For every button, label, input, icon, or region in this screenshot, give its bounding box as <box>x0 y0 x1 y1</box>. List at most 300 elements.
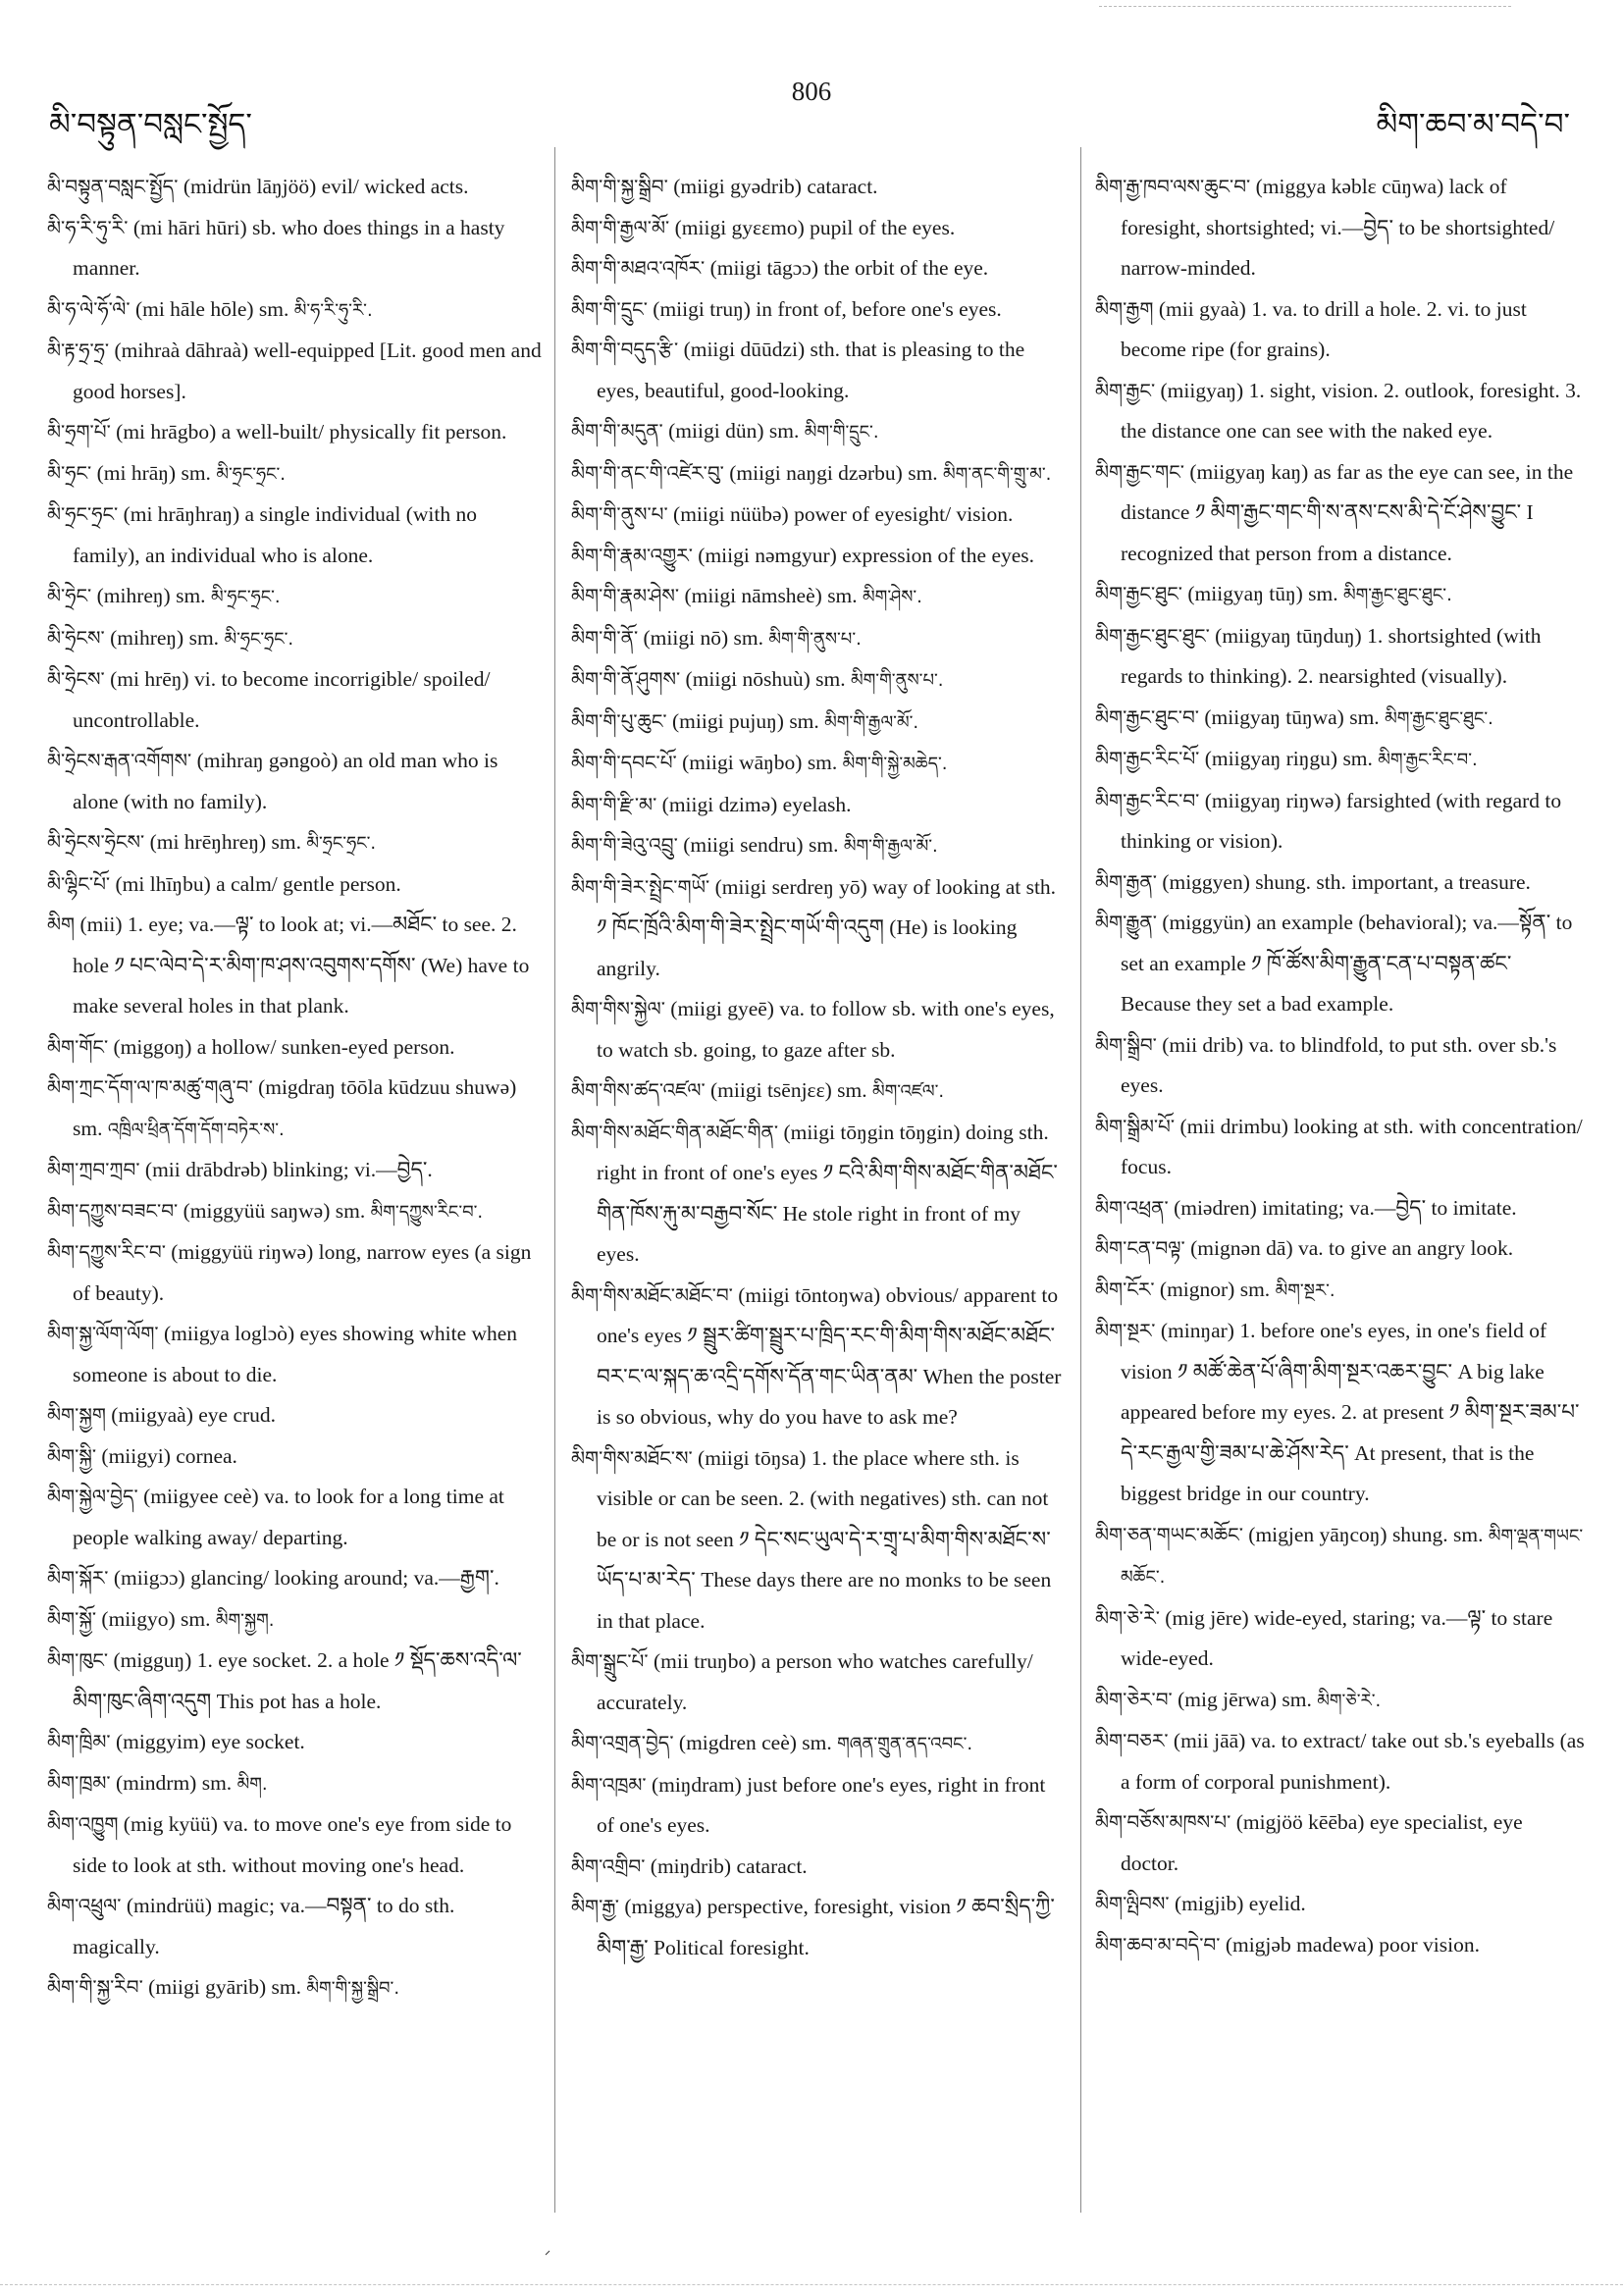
entry-pronunciation: (mi hāle hōle) <box>134 296 254 321</box>
entry-definition: in front of, before one's eyes. <box>756 296 1002 321</box>
entry-headword: མིག་གིས་ཚད་འཛལ་ <box>571 1078 706 1102</box>
entry-headword: མིག་གི་ནོ་ <box>571 625 639 650</box>
entry-headword: མིག་གི་སྐྱ་སྒྲིབ་ <box>571 175 668 198</box>
entry-definition: an example (behavioral); va.—སྟོན་ to set an example ༡ ཁོ་ཚོས་མིག་རྒྱུན་ངན་པ་བསྟན་ཚང་ Because they set a bad example. <box>1121 911 1573 1016</box>
dictionary-entry <box>47 864 543 906</box>
dictionary-entry <box>47 1191 543 1233</box>
page-number: 806 <box>791 77 832 106</box>
entry-definition: sm. <box>827 584 858 607</box>
entry-pronunciation: (miigi gyədrib) <box>673 175 802 198</box>
dictionary-entry <box>47 1763 543 1805</box>
entry-headword: མིག་རྒྱང་རིང་པོ་ <box>1095 747 1200 770</box>
entry-pronunciation: (miigyee ceè) <box>143 1485 259 1508</box>
entry-definition: sm. <box>1349 704 1380 729</box>
entry-definition: sm. <box>176 584 206 607</box>
entry-headword: མིག་གི་ཟེའུ་འབྲུ་ <box>571 833 678 857</box>
running-head-right: མིག་ཆབ་མ་བདེ་བ་ <box>1376 107 1570 142</box>
entry-definition: looking at sth. with concentration/ focus. <box>1121 1114 1583 1178</box>
entry-pronunciation: (mii drābdrəb) <box>144 1158 268 1181</box>
entry-pronunciation: (mindrm) <box>115 1770 197 1795</box>
entry-definition: va. to look for a long time at people walking away/ departing. <box>73 1485 504 1549</box>
entry-headword: མིག་གིས་མཐོང་གིན་མཐོང་གིན་ <box>571 1120 779 1144</box>
entry-definition: vi. to become incorrigible/ spoiled/ uncontrollable. <box>73 667 491 732</box>
entry-definition: poor vision. <box>1379 1932 1480 1957</box>
entry-cross-reference: མིག་ལྡན་གཡང་མཆོང་. <box>1121 1525 1584 1588</box>
entry-definition: eyes showing white when someone is about to die. <box>73 1322 518 1386</box>
entry-pronunciation: (miigyaŋ tūŋ) <box>1187 582 1303 605</box>
dictionary-entry <box>47 495 543 576</box>
dictionary-entry <box>571 1276 1062 1438</box>
entry-headword: མིག་བཅོས་མཁས་པ་ <box>1095 1810 1231 1834</box>
entry-headword: མིག་གིས་སྐྱེལ་ <box>571 997 665 1020</box>
entry-headword: མིག་རྒྱང་ཐུང་ཐུང་ <box>1095 623 1210 648</box>
entry-pronunciation: (migdraŋ tōōla kūdzuu shuwə) <box>258 1075 517 1099</box>
entry-pronunciation: (migjen yāŋcoŋ) <box>1248 1522 1387 1546</box>
entry-pronunciation: (mii drimbu) <box>1179 1114 1288 1138</box>
entry-headword: མིག་གི་རྒྱལ་མོ་ <box>571 215 670 239</box>
entry-definition: sth. that is pleasing to the eyes, beautiful, good-looking. <box>597 338 1025 402</box>
entry-pronunciation: (miggoŋ) <box>113 1034 192 1059</box>
entry-pronunciation: (mihreŋ) <box>96 584 171 607</box>
entry-headword: མིག་རྒྱང་ཐུང་བ་ <box>1095 704 1199 729</box>
entry-cross-reference: མིག་དཀྱུས་རིང་བ་. <box>370 1201 484 1223</box>
entry-headword: མིག་གི་དབང་པོ་ <box>571 751 677 774</box>
entry-headword: མི་བསྟུན་བསླང་སྤྱོད་ <box>47 175 179 198</box>
dictionary-entry <box>1095 903 1586 1025</box>
entry-headword: མིག་ཅེར་བ་ <box>1095 1687 1173 1711</box>
entry-pronunciation: (miggyen) <box>1162 869 1250 894</box>
dictionary-entry <box>1095 1228 1586 1270</box>
entry-headword: མིག་གི་རྣམ་འགྱུར་ <box>571 543 693 567</box>
dictionary-entry <box>1095 1311 1586 1515</box>
dictionary-column-2 <box>571 167 1062 1968</box>
dictionary-entry <box>571 1438 1062 1643</box>
entry-pronunciation: (mihraŋ gəngoò) <box>196 749 339 772</box>
entry-definition: wide-eyed, staring; va.—ལྟ་ to stare wide-eyed. <box>1121 1605 1553 1670</box>
entry-headword: མིག་གི་རྫི་མ་ <box>571 792 657 816</box>
entry-definition: va. to blindfold, to put sth. over sb.'s eyes. <box>1121 1032 1557 1097</box>
entry-definition: sm. <box>908 460 938 485</box>
entry-definition: sm. <box>181 460 211 485</box>
entry-definition: eyelash. <box>782 792 852 816</box>
dictionary-entry <box>571 536 1062 577</box>
entry-definition: 1. eye socket. 2. a hole ༡ སྡོད་ཆས་འདི་ལ་མིག་ཁུང་ཞིག་འདུག This pot has a hole. <box>73 1648 522 1713</box>
entry-pronunciation: (miigi wāŋbo) <box>682 751 803 774</box>
dictionary-entry <box>1095 452 1586 575</box>
entry-headword: མིག་གི་དྲུང་ <box>571 296 648 321</box>
dictionary-entry <box>571 208 1062 249</box>
entry-definition: an old man who is alone (with no family). <box>73 749 498 813</box>
dictionary-entry <box>571 330 1062 411</box>
dictionary-entry <box>47 1150 543 1191</box>
entry-headword: མིག་གི་བདུད་རྩི་ <box>571 338 679 361</box>
entry-headword: མི་ཧྲེངས་ <box>47 625 105 650</box>
dictionary-entry <box>571 785 1062 826</box>
entry-definition: sm. <box>1239 1277 1271 1301</box>
entry-pronunciation: (miigyaŋ kaŋ) <box>1189 459 1309 484</box>
entry-definition: pupil of the eyes. <box>810 215 956 239</box>
dictionary-entry <box>47 412 543 453</box>
entry-definition: 1. sight, vision. 2. outlook, foresight. 3. the distance one can see with the naked eye. <box>1121 378 1582 443</box>
entry-pronunciation: (miigi dūūdzi) <box>683 338 806 361</box>
dictionary-entry <box>571 495 1062 536</box>
entry-cross-reference: མི་ཧ་རི་ཧུ་རི་. <box>293 299 373 321</box>
entry-headword: མིག་གི་ནོ་ཤུགས་ <box>571 667 681 691</box>
entry-cross-reference: མི་ཧྲང་ཧྲང་. <box>306 833 377 854</box>
entry-headword: མི་ཧྲེངས་ <box>47 667 105 691</box>
entry-pronunciation: (miggyün) <box>1162 911 1252 934</box>
dictionary-entry <box>571 989 1062 1070</box>
entry-headword: མིག་རྒྱག <box>1095 296 1154 321</box>
entry-definition: cornea. <box>176 1443 237 1468</box>
entry-pronunciation: (mi lhīŋbu) <box>115 871 211 896</box>
entry-pronunciation: (miigi nəmgyur) <box>698 543 837 567</box>
entry-pronunciation: (miigi truŋ) <box>653 296 751 321</box>
entry-pronunciation: (mii jāā) <box>1173 1729 1246 1752</box>
entry-pronunciation: (miigi naŋgi dzərbu) <box>729 460 903 485</box>
entry-definition: evil/ wicked acts. <box>321 175 469 198</box>
entry-pronunciation: (migguŋ) <box>113 1648 192 1672</box>
entry-headword: མིག་འཕྲན་ <box>1095 1195 1169 1220</box>
dictionary-entry <box>47 1314 543 1395</box>
entry-definition: sm. <box>1342 747 1373 770</box>
entry-pronunciation: (mii gyaà) <box>1158 296 1246 321</box>
entry-pronunciation: (miggyüü riŋwə) <box>171 1240 314 1264</box>
dictionary-entry <box>1095 781 1586 862</box>
entry-definition: eye crud. <box>198 1403 277 1427</box>
entry-headword: མིག་ཀྲབ་ཀྲབ་ <box>47 1158 140 1181</box>
entry-pronunciation: (miigi nüübə) <box>673 502 789 526</box>
entry-cross-reference: མི་ཧྲང་ཧྲང་. <box>210 587 281 607</box>
dictionary-entry <box>47 741 543 822</box>
entry-headword: མིག་སྒྲུང་པོ་ <box>571 1649 649 1673</box>
entry-headword: མིག་ཁུང་ <box>47 1648 109 1672</box>
entry-definition: a well-built/ physically fit person. <box>221 420 507 444</box>
entry-definition: 1. before one's eyes, in one's field of vision ༡ མཚོ་ཆེན་པོ་ཞིག་མིག་སྔར་འཆར་བྱུང་ A big lake appeared before my eyes. 2. at present ༡ མིག་སྔར་ཟམ་པ་དེ་རང་རྒྱལ་གྱི་ཟམ་པ་ཆེ་ཤོས་རེད་ At present, that is the biggest bridge in our country. <box>1121 1319 1580 1505</box>
dictionary-entry <box>1095 739 1586 781</box>
entry-cross-reference: མིག་ཤེས་. <box>863 587 922 607</box>
scan-edge-dashes <box>0 2284 1623 2285</box>
dictionary-entry <box>47 905 543 1027</box>
entry-pronunciation: (mii) <box>79 913 123 936</box>
entry-headword: མིག་སྐྱ་ལོག་ལོག་ <box>47 1322 159 1345</box>
entry-pronunciation: (miigi gyārib) <box>148 1975 267 1999</box>
entry-pronunciation: (mihreŋ) <box>110 625 184 650</box>
entry-cross-reference: མིག་ཅེ་རེ་. <box>1317 1690 1382 1711</box>
entry-pronunciation: (miigi serdreŋ yō) <box>714 874 867 899</box>
dictionary-entry <box>47 1886 543 1967</box>
entry-definition: va. to follow sb. with one's eyes, to watch sb. going, to gaze after sb. <box>597 997 1055 1062</box>
dictionary-entry <box>47 1967 543 2009</box>
entry-pronunciation: (mi hrāgbo) <box>116 420 217 444</box>
entry-headword: མི་ཧྲེངས་ཧྲེངས་ <box>47 830 145 854</box>
entry-cross-reference: མིག་གི་རྒྱལ་མོ་. <box>843 836 938 857</box>
entry-pronunciation: (miigi tōŋgin tōŋgin) <box>783 1120 961 1144</box>
dictionary-entry <box>571 702 1062 744</box>
entry-pronunciation: (miigi gyɛɛmo) <box>674 215 805 239</box>
entry-definition: shung. sm. <box>1391 1522 1484 1546</box>
dictionary-entry <box>571 453 1062 496</box>
entry-definition: expression of the eyes. <box>842 543 1035 567</box>
entry-headword: མིག་གི་པུ་ཆུང་ <box>571 708 667 733</box>
dictionary-entry <box>47 208 543 289</box>
entry-headword: མིག་གི་མདུན་ <box>571 419 663 443</box>
entry-pronunciation: (mignən dā) <box>1190 1236 1293 1260</box>
entry-headword: མིག་གི་ནང་གི་འཛེར་བུ་ <box>571 460 724 485</box>
entry-pronunciation: (miigi tsēnjɛɛ) <box>710 1078 832 1102</box>
entry-cross-reference: མིག་གི་ནུས་པ་. <box>850 670 944 691</box>
entry-definition: sm. <box>733 625 763 650</box>
entry-pronunciation: (mi hrēŋ) <box>110 667 189 691</box>
entry-definition: 1. va. to drill a hole. 2. vi. to just become ripe (for grains). <box>1121 296 1527 361</box>
entry-pronunciation: (miigyaŋ tūŋduŋ) <box>1215 623 1362 648</box>
entry-definition: sm. <box>258 296 289 321</box>
entry-definition: sm. <box>808 833 839 857</box>
entry-definition: sm. <box>335 1198 366 1223</box>
entry-headword: མིག་གི་ཟེར་སྤྲེང་གཡོ་ <box>571 874 710 899</box>
dictionary-entry <box>1095 1107 1586 1188</box>
entry-cross-reference: མིག་རྒྱང་ཐུང་ཐུང་. <box>1385 707 1493 729</box>
dictionary-entry <box>1095 1680 1586 1722</box>
entry-pronunciation: (miigyaŋ tūŋwa) <box>1204 704 1344 729</box>
entry-pronunciation: (mi hrāŋ) <box>96 460 177 485</box>
dictionary-entry <box>1095 1802 1586 1884</box>
entry-definition: va. to give an angry look. <box>1297 1236 1514 1260</box>
dictionary-entry <box>47 167 543 208</box>
entry-headword: མི་ཧྲེང་ <box>47 584 92 607</box>
dictionary-entry <box>1095 862 1586 904</box>
entry-pronunciation: (miŋdrib) <box>650 1853 732 1878</box>
entry-definition: long, narrow eyes (a sign of beauty). <box>73 1240 532 1305</box>
entry-definition: the orbit of the eye. <box>823 256 989 280</box>
entry-definition: magic; va.—བསྟན་ to do sth. magically. <box>73 1894 455 1958</box>
dictionary-entry <box>1095 1884 1586 1925</box>
entry-cross-reference: འཁྲིལ་ཕྲིན་དོག་དོག་བཏེར་ས་. <box>107 1119 285 1140</box>
entry-pronunciation: (migdren ceè) <box>678 1731 797 1754</box>
dictionary-entry <box>571 743 1062 785</box>
entry-headword: མིག་རྒྱང་ <box>1095 378 1156 402</box>
entry-cross-reference: མིག་རྒྱང་ཐུང་ཐུང་. <box>1342 585 1452 605</box>
entry-definition: sm. <box>181 1606 211 1631</box>
entry-pronunciation: (miigi tāgɔɔ) <box>709 256 819 280</box>
entry-pronunciation: (mindrüü) <box>126 1894 213 1917</box>
dictionary-entry <box>1095 1188 1586 1229</box>
entry-headword: མིག་ཆབ་མ་བདེ་བ་ <box>1095 1932 1221 1957</box>
dictionary-entry <box>1095 574 1586 616</box>
entry-headword: མི་ཧ་རི་ཧུ་རི་ <box>47 215 129 239</box>
dictionary-entry <box>1095 167 1586 289</box>
entry-pronunciation: (mii truŋbo) <box>653 1649 757 1673</box>
entry-pronunciation: (miigi dzimə) <box>661 792 778 816</box>
entry-headword: མིག་ལྤིབས་ <box>1095 1892 1170 1915</box>
entry-pronunciation: (mihraà dāhraà) <box>114 339 249 362</box>
entry-pronunciation: (miigi sendru) <box>683 833 804 857</box>
entry-headword: མིག་རྒྱན་ <box>1095 869 1157 894</box>
entry-headword: མིག་བཅར་ <box>1095 1729 1169 1752</box>
entry-pronunciation: (mi hrēŋhreŋ) <box>149 830 267 854</box>
entry-definition: way of looking at sth. ༡ ཁོང་ཁྲོའི་མིག་གི་ཟེར་སྤྲེང་གཡོ་གི་འདུག (He) is looking angrily. <box>597 874 1057 980</box>
entry-definition: lack of foresight, shortsighted; vi.—བྱེད་ to be shortsighted/ narrow-minded. <box>1121 175 1555 280</box>
entry-cross-reference: མིག་གི་སྐྱ་སྒྲིབ་. <box>306 1978 400 1999</box>
entry-definition: sm. <box>807 751 838 774</box>
entry-headword: མིག <box>47 913 76 936</box>
entry-cross-reference: མིག་གི་དྲུང་. <box>804 422 879 443</box>
entry-definition: sm. <box>271 830 301 854</box>
entry-headword: མིག་ཁྲམ་ <box>47 1770 111 1795</box>
entry-headword: མིག་དཀྱུས་རིང་བ་ <box>47 1240 166 1264</box>
dictionary-entry <box>1095 1598 1586 1680</box>
entry-headword: མིག་རྒྱང་རིང་བ་ <box>1095 788 1200 812</box>
entry-headword: མིག་གི་རྣམ་ཤེས་ <box>571 584 680 607</box>
dictionary-entry <box>47 1232 543 1314</box>
entry-cross-reference: མིག. <box>236 1773 268 1795</box>
dictionary-entry <box>571 1642 1062 1723</box>
dictionary-entry <box>47 331 543 412</box>
entry-headword: མིག་སྐྱག <box>47 1403 106 1427</box>
entry-definition: shung. sth. important, a treasure. <box>1255 869 1531 894</box>
entry-definition: sm. <box>789 708 819 733</box>
entry-headword: མིག་ཁྲིམ་ <box>47 1730 111 1753</box>
entry-headword: མིག་ངོར་ <box>1095 1277 1155 1301</box>
dictionary-entry <box>1095 371 1586 452</box>
entry-pronunciation: (miigyaŋ riŋgu) <box>1204 747 1338 770</box>
dictionary-entry <box>1095 1721 1586 1802</box>
entry-pronunciation: (mi hāri hūri) <box>132 215 247 239</box>
entry-definition: well-equipped [Lit. good men and good horses]. <box>73 339 542 403</box>
dictionary-entry <box>1095 698 1586 740</box>
entry-definition: a single individual (with no family), an individual who is alone. <box>73 502 477 567</box>
entry-pronunciation: (miigi nō) <box>643 625 729 650</box>
entry-definition: sm. <box>768 419 800 443</box>
dictionary-entry <box>571 825 1062 867</box>
dictionary-entry <box>47 618 543 660</box>
dictionary-entry <box>47 576 543 618</box>
entry-headword: མིག་རྒྱང་གང་ <box>1095 459 1184 484</box>
entry-headword: མིག་ཀྲང་དོག་ལ་ཁ་མཚུ་གཞུ་བ་ <box>47 1075 253 1099</box>
entry-definition: sm. <box>837 1078 867 1102</box>
entry-cross-reference: མི་ཧྲང་ཧྲང་. <box>216 463 287 485</box>
entry-pronunciation: (miigi dün) <box>668 419 764 443</box>
entry-definition: imitating; va.—བྱེད་ to imitate. <box>1262 1195 1517 1220</box>
entry-definition: cataract. <box>736 1853 808 1878</box>
entry-headword: མིག་རྒྱང་ཐུང་ <box>1095 582 1182 605</box>
dictionary-entry <box>1095 1025 1586 1107</box>
dictionary-entry <box>1095 616 1586 698</box>
entry-pronunciation: (miigya loglɔò) <box>164 1322 295 1345</box>
entry-pronunciation: (miigyaŋ riŋwə) <box>1204 788 1341 812</box>
entry-cross-reference: གཞན་གྲུན་ནད་འབང་. <box>837 1734 973 1754</box>
dictionary-entry <box>47 1068 543 1150</box>
dictionary-entry <box>47 822 543 864</box>
entry-pronunciation: (miggyim) <box>115 1730 206 1753</box>
entry-definition: sm. <box>1282 1687 1312 1711</box>
entry-definition: sm. <box>815 667 846 691</box>
entry-pronunciation: (miggya kəblɛ cūŋwa) <box>1255 175 1444 198</box>
entry-pronunciation: (miggyüü saŋwə) <box>183 1198 331 1223</box>
entry-pronunciation: (minŋar) <box>1160 1319 1234 1342</box>
entry-definition: 1. eye; va.—ལྟ་ to look at; vi.—མཐོང་ to see. 2. hole ༡ པང་ལེབ་དེ་ར་མིག་ཁ་ཤས་འབུགས་དགོས་ (We) have to make several holes in that plank. <box>73 913 530 1018</box>
entry-pronunciation: (miigyi) <box>101 1443 171 1468</box>
entry-headword: མིག་སྐྱོ་ <box>47 1606 97 1631</box>
entry-headword: མིག་རྒྱ་ <box>571 1895 619 1918</box>
entry-definition: sm. <box>802 1731 832 1754</box>
entry-headword: མིག་སྒྲིམ་པོ་ <box>1095 1114 1176 1138</box>
entry-pronunciation: (miigi tōntoŋwa) <box>738 1282 881 1307</box>
entry-definition: perspective, foresight, vision ༡ ཆབ་སྲིད་ཀྱི་མིག་རྒྱ་ Political foresight. <box>597 1895 1055 1959</box>
entry-pronunciation: (miggya) <box>624 1895 703 1918</box>
entry-definition: as far as the eye can see, in the distance ༡ མིག་རྒྱང་གང་གི་ས་ནས་ངས་མི་དེ་ངོ་ཤེས་བྱུང་ I recognized that person from a distance. <box>1121 459 1574 565</box>
entry-headword: མི་ཧྲག་པོ་ <box>47 420 111 444</box>
entry-pronunciation: (miigi gyeē) <box>670 997 774 1020</box>
entry-headword: མིག་འཁྲམ་ <box>571 1772 647 1797</box>
entry-definition: power of eyesight/ vision. <box>794 502 1014 526</box>
entry-headword: མིག་ཅན་གཡང་མཆོང་ <box>1095 1522 1243 1546</box>
entry-definition: a calm/ gentle person. <box>216 871 401 896</box>
entry-definition: sm. <box>73 1116 103 1140</box>
entry-headword: མིག་སྐྱེལ་བྱེད་ <box>47 1485 138 1508</box>
entry-definition: doing sth. right in front of one's eyes ༡ ངའི་མིག་གིས་མཐོང་གིན་མཐོང་གིན་ཁོས་རྐུ་མ་བརྒྱབ་སོང་ He stole right in front of my eyes. <box>597 1120 1058 1266</box>
dictionary-entry <box>571 1765 1062 1847</box>
entry-definition: blinking; vi.—བྱེད་. <box>273 1158 433 1181</box>
dictionary-entry <box>47 1558 543 1599</box>
entry-headword: མི་ལྷིང་པོ་ <box>47 871 111 896</box>
entry-definition: sm. <box>201 1770 233 1795</box>
dictionary-entry <box>47 659 543 741</box>
entry-pronunciation: (migjəb madewa) <box>1225 1932 1374 1957</box>
dictionary-entry <box>1095 1270 1586 1312</box>
dictionary-entry <box>47 1395 543 1436</box>
running-head-left: མི་བསྟུན་བསླང་སྤྱོད་ <box>49 107 252 142</box>
entry-headword: མིག་འགྲིབ་ <box>571 1853 646 1878</box>
dictionary-entry <box>571 659 1062 702</box>
entry-pronunciation: (miigi tōŋsa) <box>698 1445 807 1470</box>
entry-pronunciation: (miədren) <box>1174 1195 1257 1220</box>
dictionary-entry <box>47 1027 543 1069</box>
entry-headword: མིག་གི་སྐྱ་རིབ་ <box>47 1975 143 1999</box>
entry-headword: མིག་རྒྱ་ཁབ་ལས་ཆུང་བ་ <box>1095 175 1251 198</box>
dictionary-entry <box>571 248 1062 289</box>
entry-headword: མི་ཧྲང་ཧྲང་ <box>47 502 119 526</box>
entry-definition: farsighted (with regard to thinking or vision). <box>1121 788 1562 853</box>
entry-definition: va. to extract/ take out sb.'s eyeballs (as a form of corporal punishment). <box>1121 1729 1585 1794</box>
entry-definition: 1. the place where sth. is visible or can be seen. 2. (with negatives) sth. can not be or is not seen ༡ དེང་སང་ཡུལ་དེ་ར་གྲྭ་པ་མིག་གིས་མཐོང་ས་ཡོད་པ་མ་རེད་ These days there are no monks to be seen in that place. <box>597 1445 1052 1633</box>
entry-pronunciation: (migjib) <box>1174 1892 1244 1915</box>
entry-cross-reference: མི་ཧྲང་ཧྲང་. <box>224 628 294 650</box>
entry-cross-reference: མིག་འཛལ་. <box>872 1081 945 1102</box>
dictionary-entry <box>571 1070 1062 1113</box>
entry-headword: མིག་རྒྱུན་ <box>1095 911 1157 934</box>
pen-mark <box>545 2243 550 2249</box>
entry-definition: eyelid. <box>1248 1892 1306 1915</box>
dictionary-entry <box>47 1641 543 1722</box>
entry-definition: glancing/ looking around; va.—རྒྱག་. <box>190 1566 499 1590</box>
entry-definition: cataract. <box>807 175 878 198</box>
entry-headword: མིག་འཕྲུལ་ <box>47 1894 122 1917</box>
dictionary-entry <box>571 289 1062 331</box>
entry-pronunciation: (mii drib) <box>1162 1032 1244 1057</box>
dictionary-entry <box>571 576 1062 618</box>
dictionary-entry <box>571 1887 1062 1968</box>
entry-definition: sm. <box>271 1975 302 1999</box>
entry-definition: just before one's eyes, right in front of one's eyes. <box>597 1772 1046 1837</box>
entry-pronunciation: (mi hrāŋhraŋ) <box>123 502 240 526</box>
dictionary-entry <box>47 289 543 332</box>
entry-pronunciation: (miigi nāmsheè) <box>684 584 822 607</box>
entry-headword: མིག་སྐྱི་ <box>47 1443 97 1468</box>
entry-definition: sm. <box>188 625 220 650</box>
entry-cross-reference: མིག་གི་རྒྱལ་མོ་. <box>824 711 919 733</box>
entry-definition: a person who watches carefully/ accurately. <box>597 1649 1033 1714</box>
